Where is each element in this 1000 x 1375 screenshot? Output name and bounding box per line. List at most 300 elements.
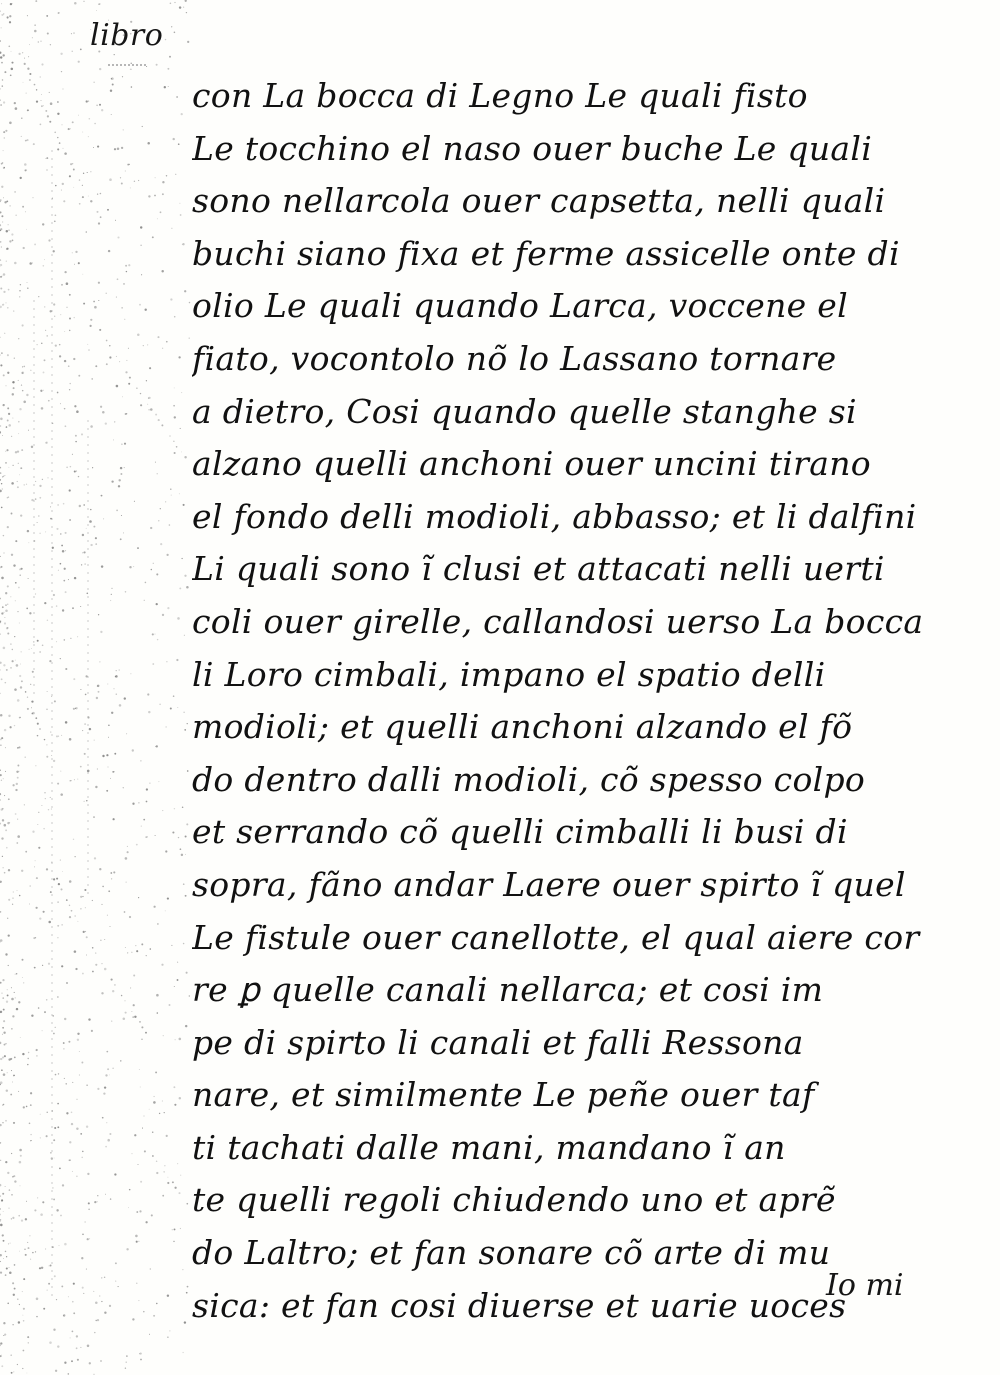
- speckle-dot: [4, 1334, 6, 1336]
- speckle-dot: [57, 1126, 59, 1128]
- speckle-dot: [134, 1016, 136, 1018]
- speckle-dot: [60, 860, 61, 861]
- speckle-dot: [21, 449, 23, 451]
- speckle-dot: [11, 233, 13, 235]
- speckle-dot: [0, 472, 1, 474]
- speckle-dot: [82, 1233, 84, 1235]
- speckle-dot: [107, 766, 108, 767]
- speckle-dot: [115, 675, 118, 678]
- speckle-dot: [106, 1122, 107, 1123]
- speckle-dot: [64, 271, 66, 273]
- speckle-dot: [0, 769, 1, 770]
- speckle-dot: [136, 950, 138, 952]
- text-line: nare, et similmente Le peñe ouer taf: [192, 1075, 815, 1115]
- speckle-dot: [184, 575, 186, 577]
- speckle-dot: [116, 297, 117, 298]
- speckle-dot: [10, 643, 12, 645]
- speckle-dot: [53, 594, 55, 596]
- speckle-dot: [1, 577, 4, 580]
- speckle-dot: [109, 1133, 111, 1135]
- speckle-dot: [130, 673, 131, 674]
- speckle-dot: [19, 1149, 22, 1152]
- speckle-dot: [169, 56, 171, 58]
- speckle-dot: [69, 880, 72, 883]
- speckle-dot: [140, 760, 141, 761]
- speckle-dot: [162, 614, 164, 616]
- speckle-dot: [69, 1159, 71, 1161]
- speckle-dot: [11, 513, 13, 515]
- speckle-dot: [0, 799, 1, 801]
- speckle-dot: [122, 396, 123, 397]
- speckle-dot: [45, 110, 47, 112]
- speckle-dot: [29, 885, 31, 887]
- speckle-dot: [4, 617, 5, 618]
- speckle-dot: [38, 1007, 40, 1009]
- speckle-dot: [132, 1318, 134, 1320]
- speckle-dot: [127, 851, 129, 853]
- speckle-dot: [1, 352, 3, 354]
- speckle-dot: [142, 126, 143, 127]
- speckle-dot: [83, 1293, 84, 1294]
- speckle-dot: [36, 1316, 37, 1317]
- speckle-dot: [101, 904, 102, 905]
- speckle-dot: [15, 789, 17, 791]
- speckle-dot: [32, 197, 33, 198]
- speckle-dot: [71, 33, 72, 34]
- speckle-dot: [80, 1347, 81, 1348]
- speckle-dot: [150, 948, 152, 950]
- speckle-dot: [69, 780, 71, 782]
- speckle-dot: [28, 1342, 29, 1343]
- speckle-dot: [46, 157, 48, 159]
- speckle-dot: [98, 300, 99, 301]
- speckle-dot: [78, 476, 79, 477]
- speckle-dot: [136, 387, 138, 389]
- speckle-dot: [90, 425, 93, 428]
- speckle-dot: [130, 187, 131, 188]
- speckle-dot: [27, 1064, 28, 1065]
- speckle-dot: [182, 1352, 183, 1353]
- speckle-dot: [24, 366, 26, 368]
- speckle-dot: [3, 1335, 4, 1336]
- speckle-dot: [13, 1075, 15, 1077]
- speckle-dot: [186, 12, 187, 13]
- speckle-dot: [11, 68, 14, 71]
- speckle-dot: [58, 570, 59, 571]
- speckle-dot: [136, 1241, 138, 1243]
- speckle-dot: [181, 392, 182, 393]
- speckle-dot: [139, 1353, 140, 1354]
- speckle-dot: [77, 636, 78, 637]
- speckle-dot: [79, 1074, 80, 1075]
- speckle-dot: [163, 1035, 164, 1036]
- speckle-dot: [22, 1291, 23, 1292]
- speckle-dot: [34, 243, 36, 245]
- speckle-dot: [49, 121, 51, 123]
- speckle-dot: [39, 1267, 41, 1269]
- speckle-dot: [169, 435, 171, 437]
- speckle-dot: [23, 247, 25, 249]
- speckle-dot: [48, 477, 49, 478]
- speckle-dot: [85, 931, 86, 932]
- speckle-dot: [186, 1292, 188, 1294]
- speckle-dot: [58, 736, 59, 737]
- speckle-dot: [60, 533, 61, 534]
- speckle-dot: [162, 1195, 164, 1197]
- speckle-dot: [100, 193, 102, 195]
- speckle-dot: [71, 1111, 73, 1113]
- speckle-dot: [4, 167, 5, 168]
- speckle-dot: [140, 404, 142, 406]
- speckle-dot: [44, 359, 46, 361]
- speckle-dot: [85, 694, 87, 696]
- speckle-dot: [26, 484, 27, 485]
- speckle-dot: [112, 83, 114, 85]
- speckle-dot: [77, 1359, 79, 1361]
- speckle-dot: [27, 15, 28, 16]
- speckle-dot: [35, 0, 37, 2]
- speckle-dot: [187, 723, 188, 724]
- speckle-dot: [81, 1157, 83, 1159]
- speckle-dot: [70, 128, 71, 129]
- speckle-dot: [166, 341, 168, 343]
- speckle-dot: [121, 307, 122, 308]
- speckle-dot: [35, 1251, 36, 1252]
- speckle-dot: [66, 899, 68, 901]
- speckle-dot: [111, 979, 113, 981]
- speckle-dot: [147, 344, 148, 345]
- speckle-dot: [68, 128, 70, 130]
- text-line: sopra, fãno andar Laere ouer spirto ĩ quel: [192, 864, 906, 904]
- speckle-dot: [189, 338, 190, 339]
- speckle-dot: [132, 803, 134, 805]
- speckle-dot: [23, 82, 24, 83]
- speckle-dot: [34, 967, 36, 969]
- speckle-dot: [82, 552, 83, 553]
- speckle-dot: [115, 220, 116, 221]
- running-head-underline: [108, 64, 148, 66]
- speckle-dot: [41, 1267, 43, 1269]
- speckle-dot: [114, 984, 116, 986]
- speckle-dot: [60, 563, 62, 565]
- speckle-dot: [0, 774, 1, 775]
- speckle-dot: [36, 89, 37, 90]
- speckle-dot: [64, 152, 67, 155]
- speckle-dot: [129, 566, 131, 568]
- speckle-dot: [0, 939, 3, 942]
- speckle-dot: [86, 955, 87, 956]
- speckle-dot: [1, 483, 2, 484]
- speckle-dot: [90, 319, 92, 321]
- speckle-dot: [43, 265, 45, 267]
- speckle-dot: [53, 1033, 55, 1035]
- speckle-dot: [145, 582, 147, 584]
- speckle-dot: [179, 1038, 182, 1041]
- speckle-dot: [126, 882, 127, 883]
- speckle-dot: [3, 1322, 5, 1324]
- speckle-dot: [7, 1303, 9, 1305]
- speckle-dot: [105, 422, 107, 424]
- speckle-dot: [12, 897, 13, 898]
- speckle-dot: [96, 211, 98, 213]
- speckle-dot: [74, 577, 76, 579]
- speckle-dot: [160, 543, 162, 545]
- speckle-dot: [88, 100, 89, 101]
- speckle-dot: [1, 507, 3, 509]
- speckle-dot: [106, 340, 108, 342]
- speckle-dot: [1, 1069, 3, 1071]
- speckle-dot: [145, 836, 146, 837]
- speckle-dot: [11, 62, 13, 64]
- speckle-dot: [170, 707, 172, 709]
- speckle-dot: [125, 591, 127, 593]
- speckle-dot: [110, 872, 112, 874]
- speckle-dot: [9, 240, 11, 242]
- speckle-dot: [119, 704, 122, 707]
- speckle-dot: [4, 795, 5, 796]
- speckle-dot: [173, 1086, 175, 1088]
- speckle-dot: [106, 1051, 108, 1053]
- speckle-dot: [4, 333, 5, 334]
- speckle-dot: [4, 872, 6, 874]
- speckle-dot: [100, 216, 102, 218]
- speckle-dot: [9, 1189, 11, 1191]
- speckle-dot: [80, 1133, 82, 1135]
- speckle-dot: [32, 263, 33, 264]
- speckle-dot: [57, 925, 59, 927]
- speckle-dot: [60, 888, 62, 890]
- speckle-dot: [155, 1071, 157, 1073]
- speckle-dot: [9, 122, 12, 125]
- speckle-dot: [86, 528, 87, 529]
- speckle-dot: [4, 729, 6, 731]
- speckle-dot: [22, 390, 24, 392]
- speckle-dot: [30, 684, 31, 685]
- speckle-dot: [67, 307, 68, 308]
- speckle-dot: [181, 113, 183, 115]
- speckle-dot: [3, 197, 4, 198]
- speckle-dot: [167, 898, 169, 900]
- speckle-dot: [124, 911, 126, 913]
- speckle-dot: [124, 443, 126, 445]
- speckle-dot: [2, 1105, 3, 1106]
- speckle-dot: [11, 482, 14, 485]
- margin-speckle: [0, 0, 200, 1375]
- speckle-dot: [17, 1298, 18, 1299]
- speckle-dot: [47, 620, 49, 622]
- speckle-dot: [15, 451, 17, 453]
- text-line: fiato, vocontolo nõ lo Lassano tornare: [192, 338, 837, 378]
- speckle-dot: [113, 818, 115, 820]
- speckle-dot: [127, 846, 128, 847]
- speckle-dot: [148, 195, 150, 197]
- speckle-dot: [68, 579, 69, 580]
- speckle-dot: [166, 1135, 168, 1137]
- speckle-dot: [69, 294, 71, 296]
- speckle-dot: [0, 490, 2, 493]
- speckle-dot: [12, 382, 13, 383]
- speckle-dot: [87, 1173, 89, 1175]
- speckle-dot: [174, 1104, 176, 1106]
- speckle-dot: [6, 1001, 8, 1003]
- speckle-dot: [64, 360, 66, 362]
- speckle-dot: [125, 947, 126, 948]
- speckle-dot: [8, 899, 10, 901]
- speckle-dot: [140, 245, 141, 246]
- speckle-dot: [20, 717, 21, 718]
- speckle-dot: [10, 1354, 12, 1356]
- speckle-dot: [57, 1103, 59, 1105]
- speckle-dot: [0, 823, 1, 825]
- text-line: te quelli regoli chiudendo uno et aprẽ: [192, 1180, 836, 1220]
- speckle-dot: [183, 943, 185, 945]
- speckle-dot: [185, 0, 187, 2]
- speckle-dot: [85, 675, 87, 677]
- speckle-dot: [82, 896, 83, 897]
- speckle-dot: [143, 1115, 144, 1116]
- speckle-dot: [82, 973, 84, 975]
- speckle-dot: [27, 1242, 28, 1243]
- speckle-dot: [7, 307, 9, 309]
- speckle-dot: [11, 51, 12, 52]
- speckle-dot: [160, 508, 161, 509]
- speckle-dot: [14, 1057, 16, 1059]
- speckle-dot: [11, 987, 12, 988]
- speckle-dot: [20, 1037, 21, 1038]
- speckle-dot: [48, 963, 50, 965]
- speckle-dot: [20, 284, 21, 285]
- speckle-dot: [158, 520, 159, 521]
- speckle-dot: [110, 89, 112, 91]
- speckle-dot: [64, 1018, 66, 1020]
- speckle-dot: [95, 537, 97, 539]
- speckle-dot: [89, 1362, 91, 1364]
- speckle-dot: [18, 1321, 20, 1323]
- speckle-dot: [95, 1301, 98, 1304]
- speckle-dot: [49, 92, 50, 93]
- speckle-dot: [57, 901, 59, 903]
- speckle-dot: [162, 348, 163, 349]
- speckle-dot: [41, 343, 42, 344]
- speckle-dot: [77, 1033, 79, 1035]
- speckle-dot: [3, 131, 5, 133]
- speckle-dot: [76, 1175, 78, 1177]
- speckle-dot: [5, 1251, 7, 1253]
- speckle-dot: [14, 725, 15, 726]
- speckle-dot: [102, 1117, 104, 1119]
- speckle-dot: [12, 418, 13, 419]
- speckle-dot: [57, 1345, 59, 1347]
- speckle-dot: [155, 746, 156, 747]
- speckle-dot: [101, 992, 103, 994]
- speckle-dot: [2, 606, 4, 608]
- speckle-dot: [112, 1068, 113, 1069]
- speckle-dot: [140, 1359, 142, 1361]
- speckle-dot: [101, 109, 103, 111]
- speckle-dot: [7, 1072, 8, 1073]
- speckle-dot: [91, 378, 93, 380]
- speckle-dot: [53, 250, 55, 252]
- speckle-dot: [102, 963, 103, 964]
- speckle-dot: [113, 871, 115, 873]
- speckle-dot: [171, 26, 172, 27]
- speckle-dot: [116, 693, 117, 694]
- speckle-dot: [50, 1152, 52, 1154]
- speckle-dot: [0, 88, 1, 90]
- speckle-dot: [38, 515, 40, 517]
- speckle-dot: [20, 575, 21, 576]
- speckle-dot: [3, 612, 4, 613]
- speckle-dot: [123, 532, 124, 533]
- speckle-dot: [112, 990, 114, 992]
- speckle-dot: [36, 1050, 37, 1051]
- speckle-dot: [155, 414, 157, 416]
- speckle-dot: [22, 977, 23, 978]
- speckle-dot: [7, 497, 8, 498]
- speckle-dot: [14, 636, 15, 637]
- speckle-dot: [104, 939, 105, 940]
- speckle-dot: [124, 467, 125, 468]
- speckle-dot: [73, 358, 75, 360]
- speckle-dot: [75, 435, 77, 437]
- speckle-dot: [140, 1181, 142, 1183]
- speckle-dot: [97, 1319, 99, 1321]
- speckle-dot: [18, 587, 20, 589]
- speckle-dot: [48, 921, 51, 924]
- speckle-dot: [78, 375, 80, 377]
- speckle-dot: [43, 911, 45, 913]
- speckle-dot: [183, 7, 184, 8]
- speckle-dot: [64, 1362, 66, 1364]
- speckle-dot: [11, 1372, 13, 1374]
- speckle-dot: [64, 408, 66, 410]
- speckle-dot: [4, 622, 6, 624]
- speckle-dot: [81, 564, 82, 565]
- speckle-dot: [175, 174, 176, 175]
- speckle-dot: [139, 1021, 141, 1023]
- speckle-dot: [165, 501, 166, 502]
- speckle-dot: [61, 965, 63, 967]
- speckle-dot: [113, 688, 114, 689]
- speckle-dot: [17, 481, 18, 482]
- speckle-dot: [66, 282, 69, 285]
- speckle-dot: [146, 788, 148, 790]
- speckle-dot: [164, 1165, 165, 1166]
- speckle-dot: [161, 424, 163, 426]
- speckle-dot: [11, 1153, 12, 1154]
- speckle-dot: [189, 995, 190, 996]
- speckle-dot: [111, 114, 112, 115]
- speckle-dot: [131, 86, 133, 88]
- speckle-dot: [65, 550, 66, 551]
- speckle-dot: [40, 390, 42, 392]
- speckle-dot: [61, 71, 62, 72]
- speckle-dot: [54, 700, 56, 702]
- speckle-dot: [2, 488, 3, 489]
- speckle-dot: [153, 563, 154, 564]
- speckle-dot: [9, 1271, 12, 1274]
- speckle-dot: [6, 449, 8, 451]
- speckle-dot: [164, 86, 166, 88]
- speckle-dot: [10, 596, 11, 597]
- speckle-dot: [156, 64, 158, 66]
- speckle-dot: [22, 52, 23, 53]
- speckle-dot: [128, 1207, 129, 1208]
- speckle-dot: [30, 1104, 32, 1106]
- speckle-dot: [10, 1243, 11, 1244]
- speckle-dot: [55, 185, 56, 186]
- speckle-dot: [96, 10, 97, 11]
